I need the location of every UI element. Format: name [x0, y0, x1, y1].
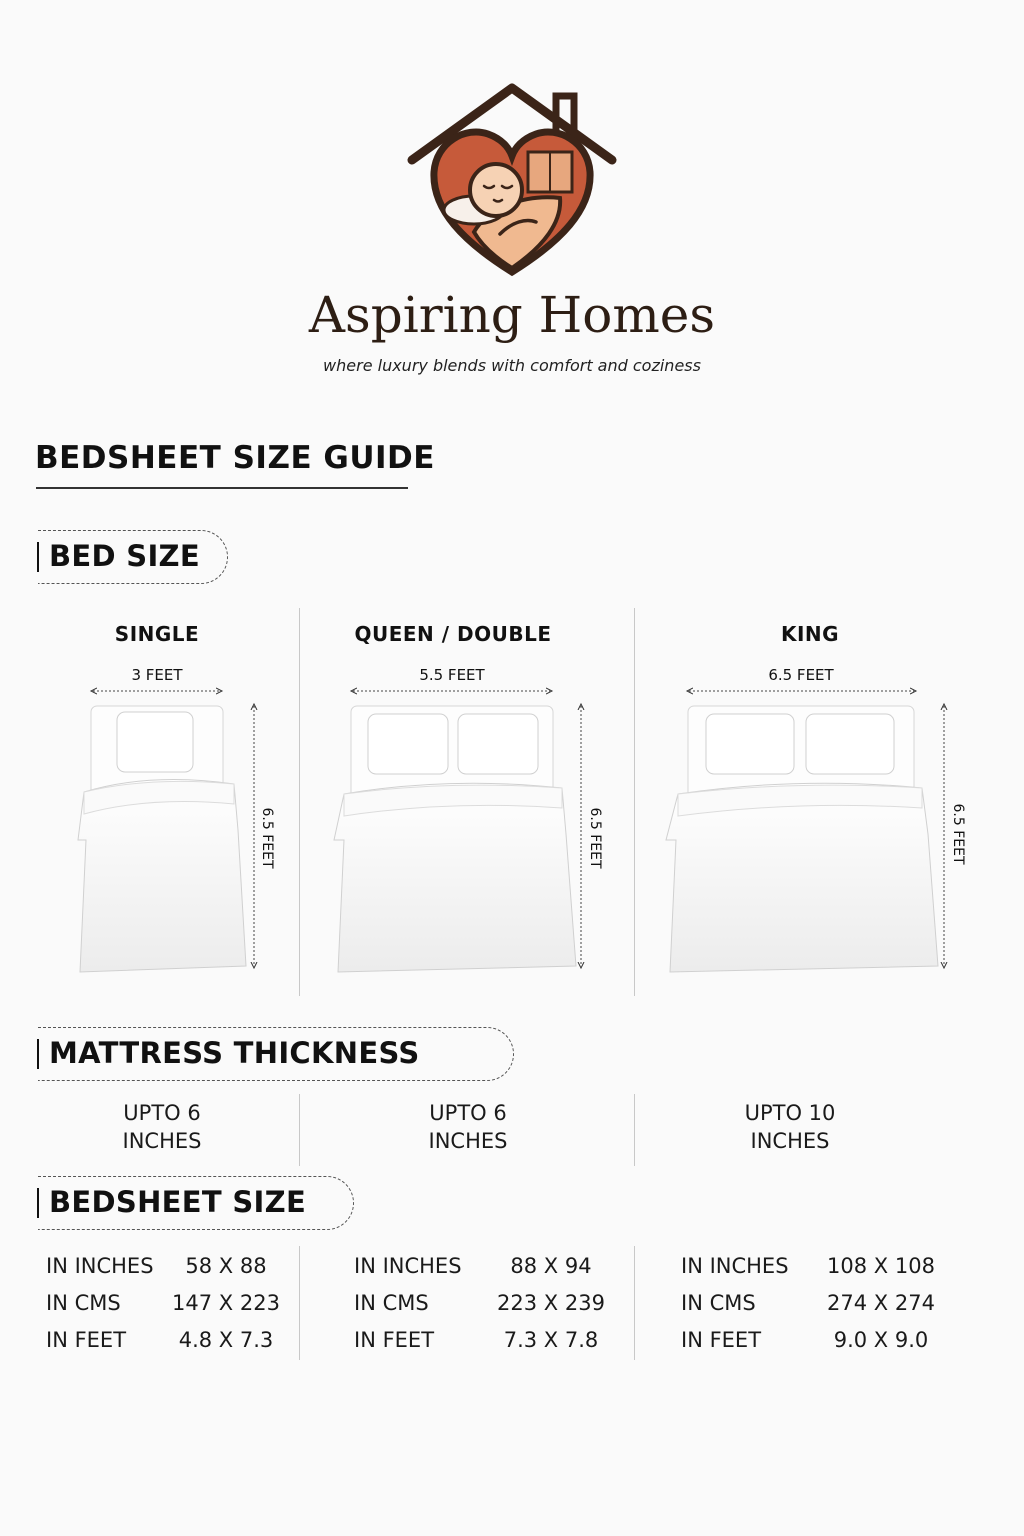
size-unit: IN INCHES	[681, 1254, 789, 1278]
size-value: 58 X 88	[185, 1254, 267, 1278]
size-value: 4.8 X 7.3	[178, 1328, 274, 1352]
size-value: 274 X 274	[827, 1291, 935, 1315]
bedsheet-heading: BEDSHEET SIZE	[49, 1185, 307, 1219]
mattress-queen	[368, 1099, 568, 1155]
bedsheet-header-bar	[37, 1188, 39, 1218]
mattress-queen-line1: UPTO 6	[429, 1101, 507, 1125]
bed-title-king: KING	[780, 622, 840, 646]
size-value: 108 X 108	[827, 1254, 935, 1278]
size-value: 88 X 94	[510, 1254, 592, 1278]
size-unit: IN CMS	[354, 1291, 429, 1315]
bed-size-heading: BED SIZE	[49, 539, 200, 573]
bed-title-queen: QUEEN / DOUBLE	[354, 622, 552, 646]
size-value: 7.3 X 7.8	[503, 1328, 599, 1352]
column-divider	[299, 1094, 300, 1166]
width-label-queen: 5.5 FEET	[419, 666, 485, 684]
column-divider	[634, 1246, 635, 1360]
size-values-queen	[486, 1248, 616, 1359]
size-values-single	[166, 1248, 286, 1359]
size-values-king	[816, 1248, 946, 1359]
size-value: 223 X 239	[497, 1291, 605, 1315]
width-label-single: 3 FEET	[131, 666, 183, 684]
size-unit: IN FEET	[46, 1328, 127, 1352]
size-unit: IN INCHES	[46, 1254, 154, 1278]
size-value: 147 X 223	[172, 1291, 280, 1315]
length-label-single: 6.5 FEET	[259, 807, 275, 869]
bed-size-header-bar	[37, 542, 39, 572]
size-units-king	[681, 1248, 789, 1359]
mattress-king	[690, 1099, 890, 1155]
mattress-queen-line2: INCHES	[428, 1129, 508, 1153]
mattress-single-line2: INCHES	[122, 1129, 202, 1153]
title-underline	[36, 487, 408, 489]
mattress-heading: MATTRESS THICKNESS	[49, 1036, 420, 1070]
page-title: BEDSHEET SIZE GUIDE	[35, 440, 435, 476]
mattress-single-line1: UPTO 6	[123, 1101, 201, 1125]
size-value: 9.0 X 9.0	[833, 1328, 929, 1352]
size-unit: IN CMS	[681, 1291, 756, 1315]
brand-logo-icon	[404, 82, 620, 282]
length-label-king: 6.5 FEET	[950, 803, 966, 865]
size-unit: IN FEET	[681, 1328, 762, 1352]
brand-tagline: where luxury blends with comfort and coziness	[323, 356, 701, 375]
bed-title-single: SINGLE	[114, 622, 200, 646]
column-divider	[299, 1246, 300, 1360]
length-label-queen: 6.5 FEET	[587, 807, 603, 869]
size-unit: IN FEET	[354, 1328, 435, 1352]
size-unit: IN INCHES	[354, 1254, 462, 1278]
bed-illustrations	[0, 680, 1024, 980]
bed-king-illustration	[666, 706, 938, 972]
size-unit: IN CMS	[46, 1291, 121, 1315]
bed-single-illustration	[78, 706, 246, 972]
mattress-single	[62, 1099, 262, 1155]
column-divider	[634, 1094, 635, 1166]
brand-name: Aspiring Homes	[308, 286, 716, 344]
bed-queen-illustration	[334, 706, 576, 972]
mattress-king-line2: INCHES	[750, 1129, 830, 1153]
size-units-single	[46, 1248, 154, 1359]
mattress-header-bar	[37, 1039, 39, 1069]
size-units-queen	[354, 1248, 462, 1359]
width-label-king: 6.5 FEET	[768, 666, 834, 684]
mattress-king-line1: UPTO 10	[744, 1101, 836, 1125]
